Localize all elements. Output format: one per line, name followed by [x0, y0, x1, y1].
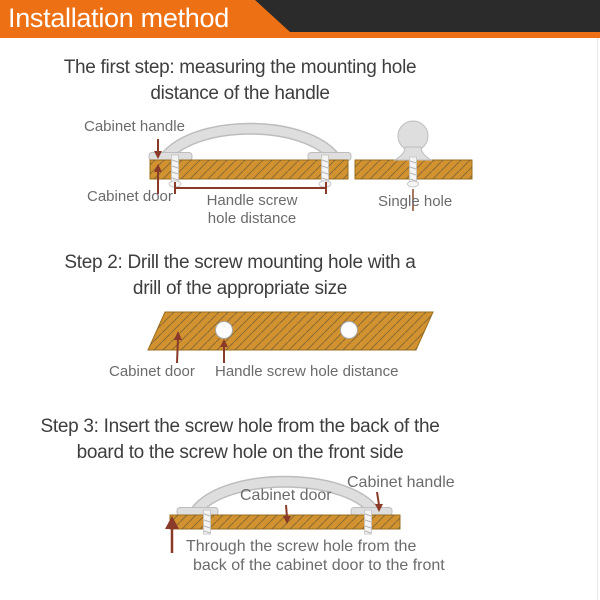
step2-heading-line1: Step 2: Drill the screw mounting hole with a [64, 252, 416, 273]
page-title: Installation method [8, 3, 229, 33]
label-screw-hole-distance: Handle screw hole distance [215, 363, 399, 380]
knob-illustration [395, 121, 431, 160]
through-note-line1: Through the screw hole from the [186, 538, 417, 555]
banner-corner-shape [255, 0, 600, 32]
label-through-note [186, 537, 445, 575]
label-single-hole: Single hole [378, 193, 453, 210]
screw-icon [408, 157, 419, 187]
step3-heading-line2: board to the screw hole on the front side [76, 442, 404, 463]
step2-heading-line2: drill of the appropriate size [132, 278, 348, 299]
cabinet-door-board [150, 160, 348, 179]
through-note-line2: back of the cabinet door to the front [193, 557, 445, 574]
step1-heading [5, 55, 475, 107]
step3-heading-line1: Step 3: Insert the screw hole from the back of the [40, 416, 440, 437]
step2-heading [5, 250, 475, 302]
cabinet-door-board-slanted [148, 312, 433, 350]
label-screw-hole-distance: Handle screw hole distance [206, 192, 298, 227]
step1-heading-line2: distance of the handle [150, 83, 330, 104]
label-cabinet-handle: Cabinet handle [347, 474, 455, 491]
step3-heading [5, 414, 475, 466]
label-cabinet-door: Cabinet door [109, 363, 195, 380]
drill-hole [216, 322, 233, 339]
label-cabinet-door: Cabinet door [240, 487, 332, 504]
drill-hole [341, 322, 358, 339]
label-cabinet-handle: Cabinet handle [84, 118, 185, 135]
screw-icon [365, 510, 372, 534]
screw-icon [204, 510, 211, 534]
step2-diagram [148, 312, 433, 363]
label-cabinet-door: Cabinet door [87, 188, 173, 205]
step1-heading-line1: The first step: measuring the mounting hole [63, 57, 417, 78]
